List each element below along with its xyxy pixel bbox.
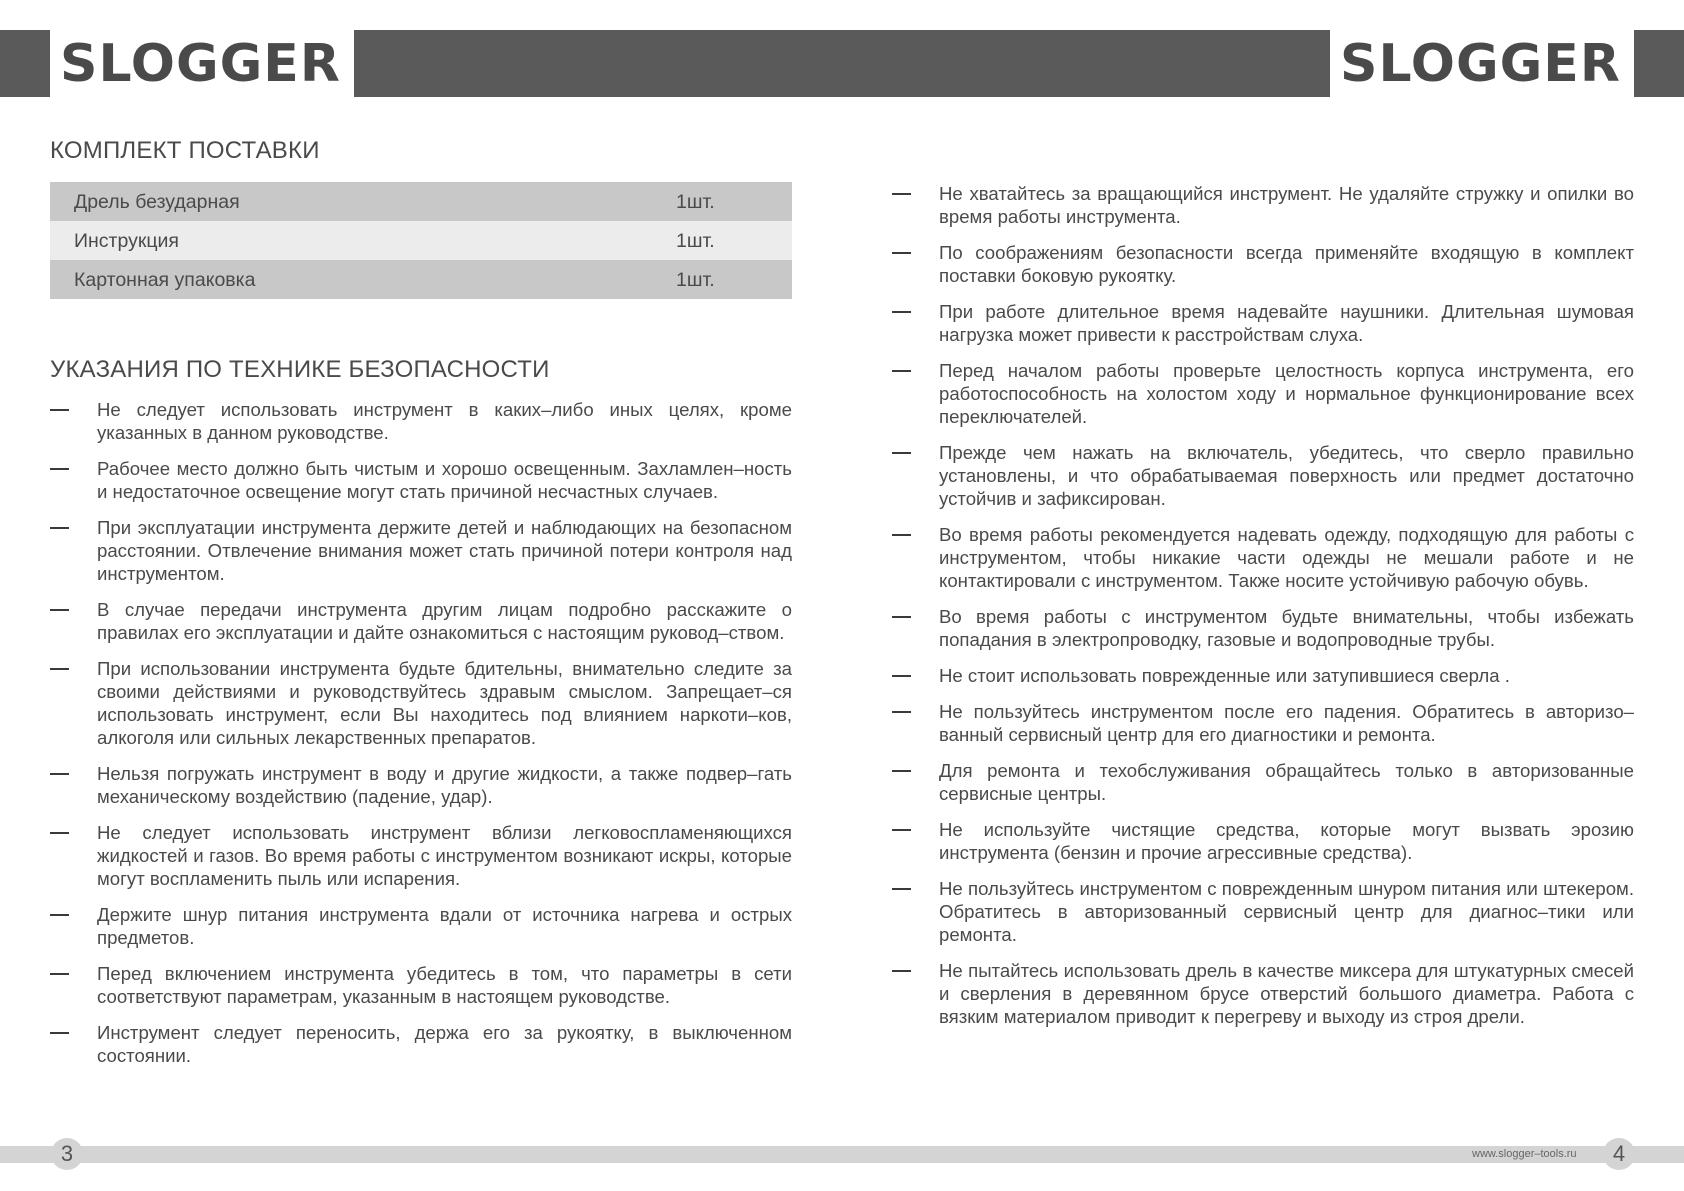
- safety-item: [50, 398, 792, 444]
- dash-bullet: [892, 193, 911, 195]
- kit-row: [50, 182, 792, 221]
- safety-section-title: УКАЗАНИЯ ПО ТЕХНИКЕ БЕЗОПАСНОСТИ: [50, 356, 550, 383]
- safety-item: [892, 664, 1634, 687]
- dash-bullet: [50, 527, 69, 529]
- kit-section-title: КОМПЛЕКТ ПОСТАВКИ: [50, 137, 320, 164]
- safety-item: [892, 959, 1634, 1028]
- header-bar: [354, 30, 1330, 97]
- safety-item: [50, 962, 792, 1008]
- safety-item: [892, 241, 1634, 287]
- brand-logo-left: SLOGGER: [60, 34, 341, 94]
- safety-item: [892, 818, 1634, 864]
- safety-item-text: Не следует использовать инструмент вблизи легковоспламеняющихся жидкостей и газов. Во время работы с инструментом возникают искры, которые могут воспламенить пыль или испарения.: [97, 822, 792, 889]
- dash-bullet: [50, 773, 69, 775]
- header-right-tab: [1634, 30, 1684, 97]
- safety-item-text: Нельзя погружать инструмент в воду и другие жидкости, а также подвер–гать механическому воздействию (падение, удар).: [97, 763, 792, 807]
- safety-item-text: При эксплуатации инструмента держите детей и наблюдающих на безопасном расстоянии. Отвлечение внимания может стать причиной потери контроля над инструментом.: [97, 517, 792, 584]
- dash-bullet: [892, 534, 911, 536]
- safety-item-text: Не используйте чистящие средства, которые могут вызвать эрозию инструмента (бензин и прочие агрессивные средства).: [939, 819, 1634, 863]
- safety-item-text: Перед включением инструмента убедитесь в том, что параметры в сети соответствуют параметрам, указанным в настоящем руководстве.: [97, 963, 792, 1007]
- kit-item-name: Картонная упаковка: [74, 269, 256, 291]
- dash-bullet: [50, 609, 69, 611]
- kit-item-qty: 1шт.: [676, 230, 715, 252]
- safety-item: [892, 182, 1634, 228]
- safety-item-text: Инструмент следует переносить, держа его за рукоятку, в выключенном состоянии.: [97, 1022, 792, 1066]
- safety-item-text: Для ремонта и техобслуживания обращайтесь только в авторизованные сервисные центры.: [939, 760, 1634, 804]
- dash-bullet: [50, 468, 69, 470]
- safety-item: [892, 605, 1634, 651]
- dash-bullet: [50, 973, 69, 975]
- safety-item: [892, 877, 1634, 946]
- safety-item-text: Во время работы рекомендуется надевать одежду, подходящую для работы с инструментом, чтобы никакие части одежды не мешали работе и не контактировали с инструментом. Также носите устойчивую рабочую обувь.: [939, 524, 1634, 591]
- safety-item-text: По соображениям безопасности всегда применяйте входящую в комплект поставки боковую рукоятку.: [939, 242, 1634, 286]
- kit-item-name: Инструкция: [74, 230, 179, 252]
- dash-bullet: [892, 970, 911, 972]
- safety-item-text: При работе длительное время надевайте наушники. Длительная шумовая нагрузка может привести к расстройствам слуха.: [939, 301, 1634, 345]
- footer-bar: [0, 1146, 1684, 1163]
- safety-item-text: Не стоит использовать поврежденные или затупившиеся сверла .: [939, 665, 1510, 686]
- safety-item: [50, 516, 792, 585]
- safety-item: [892, 523, 1634, 592]
- safety-item-text: Не следует использовать инструмент в каких–либо иных целях, кроме указанных в данном руководстве.: [97, 399, 792, 443]
- safety-item: [892, 359, 1634, 428]
- safety-item-text: Рабочее место должно быть чистым и хорошо освещенным. Захламлен–ность и недостаточное освещение могут стать причиной несчастных случаев.: [97, 458, 792, 502]
- dash-bullet: [892, 252, 911, 254]
- safety-item: [892, 759, 1634, 805]
- dash-bullet: [892, 452, 911, 454]
- safety-item-text: Перед началом работы проверьте целостность корпуса инструмента, его работоспособность на холостом ходу и нормальное функционирование всех переключателей.: [939, 360, 1634, 427]
- safety-item-text: Держите шнур питания инструмента вдали от источника нагрева и острых предметов.: [97, 904, 792, 948]
- safety-item-text: Не пользуйтесь инструментом после его падения. Обратитесь в авторизо–ванный сервисный центр для его диагностики и ремонта.: [939, 701, 1634, 745]
- page-number-right: 4: [1603, 1138, 1635, 1170]
- safety-item-text: При использовании инструмента будьте бдительны, внимательно следите за своими действиями и руководствуйтесь здравым смыслом. Запрещает–ся использовать инструмент, если Вы находитесь под влиянием наркоти–ков, алкоголя или сильных лекарственных препаратов.: [97, 658, 792, 748]
- dash-bullet: [50, 914, 69, 916]
- kit-row: [50, 260, 792, 299]
- dash-bullet: [892, 616, 911, 618]
- safety-item: [892, 300, 1634, 346]
- dash-bullet: [892, 829, 911, 831]
- dash-bullet: [892, 711, 911, 713]
- website-url: www.slogger–tools.ru: [1472, 1148, 1577, 1160]
- dash-bullet: [892, 311, 911, 313]
- safety-item: [50, 657, 792, 749]
- dash-bullet: [892, 770, 911, 772]
- safety-item-text: В случае передачи инструмента другим лицам подробно расскажите о правилах его эксплуатации и дайте ознакомиться с настоящим руковод–ством.: [97, 599, 792, 643]
- header-left-tab: [0, 30, 50, 97]
- kit-row: [50, 221, 792, 260]
- dash-bullet: [50, 668, 69, 670]
- safety-item: [50, 457, 792, 503]
- safety-item-text: Прежде чем нажать на включатель, убедитесь, что сверло правильно установлены, и что обрабатываемая поверхность или предмет достаточно устойчив и зафиксирован.: [939, 442, 1634, 509]
- safety-item: [50, 598, 792, 644]
- dash-bullet: [892, 888, 911, 890]
- safety-item: [892, 441, 1634, 510]
- kit-item-qty: 1шт.: [676, 191, 715, 213]
- dash-bullet: [50, 409, 69, 411]
- safety-list-right: [892, 182, 1634, 1041]
- kit-table: [50, 182, 792, 299]
- kit-item-qty: 1шт.: [676, 269, 715, 291]
- kit-item-name: Дрель безударная: [74, 191, 240, 213]
- safety-item: [50, 903, 792, 949]
- brand-logo-right: SLOGGER: [1340, 34, 1621, 94]
- dash-bullet: [892, 675, 911, 677]
- dash-bullet: [50, 832, 69, 834]
- safety-item: [50, 762, 792, 808]
- safety-item: [892, 700, 1634, 746]
- page-number-left: 3: [51, 1138, 83, 1170]
- safety-item-text: Не пользуйтесь инструментом с поврежденным шнуром питания или штекером. Обратитесь в авторизованный сервисный центр для диагнос–тики или ремонта.: [939, 878, 1634, 945]
- safety-item-text: Не хватайтесь за вращающийся инструмент. Не удаляйте стружку и опилки во время работы инструмента.: [939, 183, 1634, 227]
- safety-list-left: [50, 398, 792, 1080]
- safety-item-text: Не пытайтесь использовать дрель в качестве миксера для штукатурных смесей и сверления в деревянном брусе отверстий большого диаметра. Работа с вязким материалом приводит к перегреву и выходу из строя дрели.: [939, 960, 1634, 1027]
- dash-bullet: [892, 370, 911, 372]
- safety-item-text: Во время работы с инструментом будьте внимательны, чтобы избежать попадания в электропроводку, газовые и водопроводные трубы.: [939, 606, 1634, 650]
- safety-item: [50, 821, 792, 890]
- dash-bullet: [50, 1032, 69, 1034]
- safety-item: [50, 1021, 792, 1067]
